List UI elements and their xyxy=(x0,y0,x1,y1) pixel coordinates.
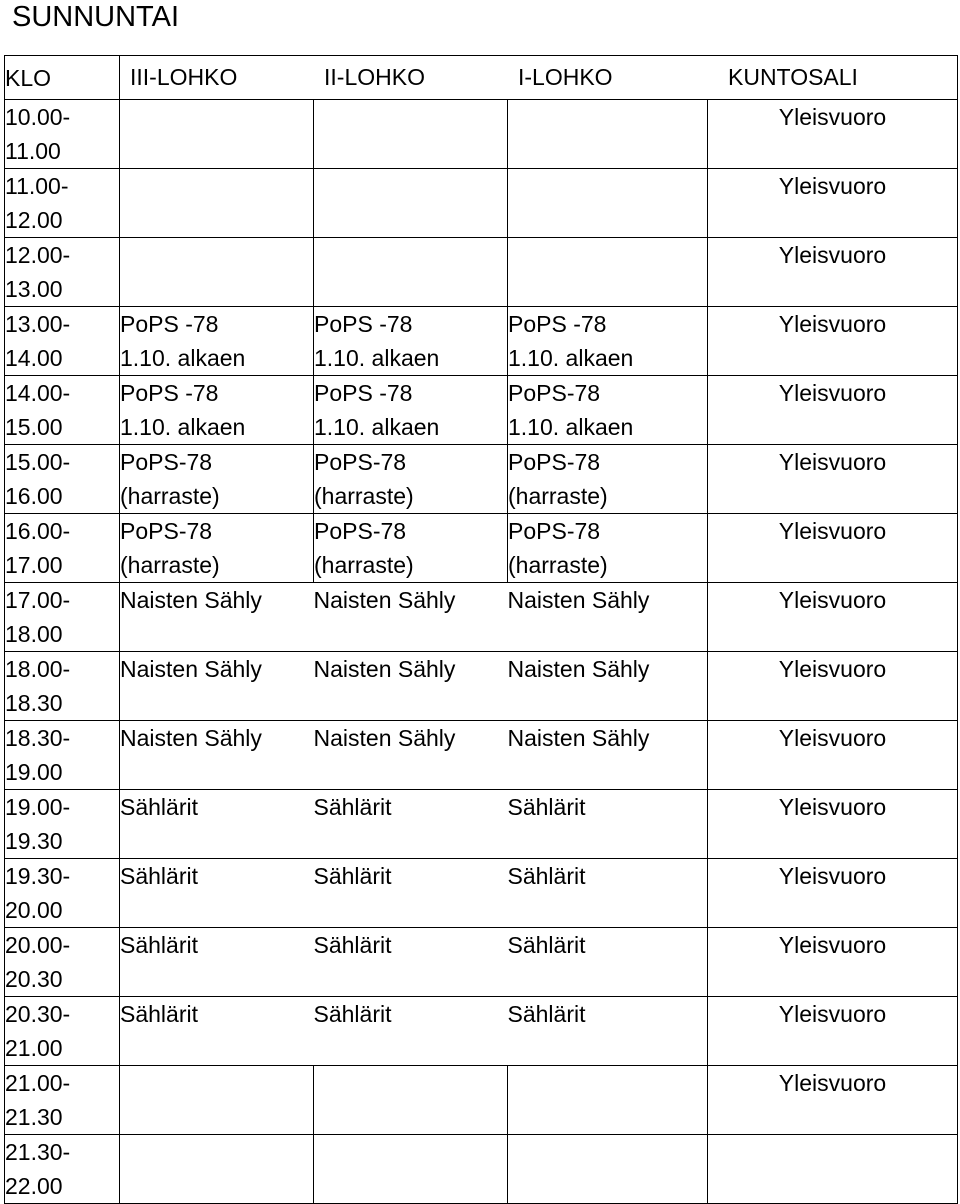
block-1-cell xyxy=(508,928,708,997)
time-cell xyxy=(5,859,120,928)
block-entry-line: Sählärit xyxy=(507,1001,586,1027)
gym-cell xyxy=(708,859,958,928)
gym-entry: Yleisvuoro xyxy=(778,1001,887,1027)
time-end: 14.00 xyxy=(5,345,63,371)
time-end: 13.00 xyxy=(5,276,63,302)
table-row xyxy=(5,514,958,583)
time-end: 21.30 xyxy=(5,1104,63,1130)
gym-cell xyxy=(708,1135,958,1204)
gym-cell xyxy=(708,790,958,859)
gym-entry: Yleisvuoro xyxy=(778,104,887,130)
block-entry-line: 1.10. alkaen xyxy=(120,414,246,440)
time-end: 11.00 xyxy=(5,138,61,164)
gym-entry: Yleisvuoro xyxy=(778,863,887,889)
gym-cell xyxy=(708,169,958,238)
block-2-cell xyxy=(314,100,508,169)
time-end: 15.00 xyxy=(5,414,63,440)
time-start: 10.00- xyxy=(5,104,71,130)
block-entry-line: 1.10. alkaen xyxy=(120,345,246,371)
block-1-cell xyxy=(508,1066,708,1135)
gym-entry: Yleisvuoro xyxy=(778,1070,887,1096)
block-entry-line: Naisten Sähly xyxy=(313,656,456,682)
time-end: 19.30 xyxy=(5,828,63,854)
block-3-cell xyxy=(120,790,314,859)
block-entry-line: PoPS-78 xyxy=(508,518,601,544)
block-entry-line: 1.10. alkaen xyxy=(508,345,634,371)
time-end: 12.00 xyxy=(5,207,63,233)
block-entry-line: Sählärit xyxy=(313,794,392,820)
table-row xyxy=(5,997,958,1066)
block-1-cell xyxy=(508,169,708,238)
block-entry-line: PoPS-78 xyxy=(314,449,407,475)
time-cell xyxy=(5,100,120,169)
block-entry-line: 1.10. alkaen xyxy=(314,414,440,440)
time-start: 11.00- xyxy=(5,173,69,199)
block-3-cell xyxy=(120,169,314,238)
block-3-cell xyxy=(120,307,314,376)
time-end: 21.00 xyxy=(5,1035,63,1061)
block-2-cell xyxy=(314,238,508,307)
time-end: 18.30 xyxy=(5,690,63,716)
block-1-cell xyxy=(508,514,708,583)
time-start: 14.00- xyxy=(5,380,71,406)
block-entry-line: Naisten Sähly xyxy=(313,725,456,751)
time-cell xyxy=(5,928,120,997)
table-row xyxy=(5,652,958,721)
block-entry-line: Sählärit xyxy=(507,932,586,958)
gym-entry: Yleisvuoro xyxy=(778,932,887,958)
block-entry-line: Sählärit xyxy=(313,1001,392,1027)
time-start: 20.30- xyxy=(5,1001,71,1027)
block-entry-line: Sählärit xyxy=(507,794,586,820)
gym-entry: Yleisvuoro xyxy=(778,380,887,406)
block-entry-line: 1.10. alkaen xyxy=(508,414,634,440)
block-entry-line: Sählärit xyxy=(507,863,586,889)
block-1-cell xyxy=(508,1135,708,1204)
time-end: 22.00 xyxy=(5,1173,63,1199)
time-start: 15.00- xyxy=(5,449,71,475)
block-entry-line: (harraste) xyxy=(314,552,414,578)
gym-cell xyxy=(708,100,958,169)
gym-cell xyxy=(708,307,958,376)
gym-cell xyxy=(708,583,958,652)
table-row xyxy=(5,445,958,514)
block-entry-line: PoPS -78 xyxy=(508,311,607,337)
block-entry-line: Sählärit xyxy=(120,794,198,820)
time-cell xyxy=(5,238,120,307)
time-cell xyxy=(5,583,120,652)
block-2-cell xyxy=(314,307,508,376)
block-2-cell xyxy=(314,1135,508,1204)
table-row xyxy=(5,307,958,376)
gym-cell xyxy=(708,238,958,307)
block-1-cell xyxy=(508,997,708,1066)
gym-entry: Yleisvuoro xyxy=(778,173,887,199)
block-1-cell xyxy=(508,721,708,790)
block-3-cell xyxy=(120,514,314,583)
block-entry-line: Sählärit xyxy=(313,863,392,889)
time-start: 19.30- xyxy=(5,863,71,889)
gym-cell xyxy=(708,445,958,514)
time-end: 16.00 xyxy=(5,483,63,509)
time-start: 20.00- xyxy=(5,932,71,958)
time-start: 18.00- xyxy=(5,656,71,682)
block-3-cell xyxy=(120,997,314,1066)
time-start: 21.30- xyxy=(5,1139,71,1165)
gym-cell xyxy=(708,721,958,790)
block-3-cell xyxy=(120,238,314,307)
block-2-cell xyxy=(314,514,508,583)
gym-entry: Yleisvuoro xyxy=(778,794,887,820)
block-2-cell xyxy=(314,445,508,514)
header-block-1: I-LOHKO xyxy=(518,64,613,90)
header-gym: KUNTOSALI xyxy=(728,64,858,90)
time-start: 21.00- xyxy=(5,1070,71,1096)
header-klo: KLO xyxy=(5,56,120,100)
time-start: 16.00- xyxy=(5,518,71,544)
table-row xyxy=(5,169,958,238)
time-end: 18.00 xyxy=(5,621,63,647)
table-row xyxy=(5,928,958,997)
time-end: 20.00 xyxy=(5,897,63,923)
time-cell xyxy=(5,376,120,445)
time-cell xyxy=(5,790,120,859)
block-entry-line: PoPS-78 xyxy=(508,449,601,475)
block-3-cell xyxy=(120,859,314,928)
time-cell xyxy=(5,514,120,583)
gym-entry: Yleisvuoro xyxy=(778,518,887,544)
table-row xyxy=(5,583,958,652)
block-entry-line: PoPS-78 xyxy=(120,449,213,475)
gym-cell xyxy=(708,928,958,997)
block-1-cell xyxy=(508,790,708,859)
block-entry-line: PoPS -78 xyxy=(120,380,219,406)
block-1-cell xyxy=(508,307,708,376)
table-row xyxy=(5,1066,958,1135)
block-entry-line: PoPS -78 xyxy=(120,311,219,337)
table-row xyxy=(5,1135,958,1204)
time-cell xyxy=(5,997,120,1066)
block-entry-line: PoPS-78 xyxy=(314,518,407,544)
header-row xyxy=(5,56,958,100)
gym-cell xyxy=(708,514,958,583)
block-entry-line: PoPS-78 xyxy=(120,518,213,544)
time-start: 13.00- xyxy=(5,311,71,337)
block-3-cell xyxy=(120,1135,314,1204)
block-2-cell xyxy=(314,928,508,997)
table-row xyxy=(5,859,958,928)
block-entry-line: Sählärit xyxy=(120,932,198,958)
block-entry-line: (harraste) xyxy=(314,483,414,509)
block-2-cell xyxy=(314,652,508,721)
time-cell xyxy=(5,1066,120,1135)
block-entry-line: Naisten Sähly xyxy=(120,725,262,751)
gym-cell xyxy=(708,376,958,445)
gym-cell xyxy=(708,652,958,721)
block-entry-line: Sählärit xyxy=(120,863,198,889)
table-row xyxy=(5,721,958,790)
gym-cell xyxy=(708,997,958,1066)
block-3-cell xyxy=(120,376,314,445)
block-1-cell xyxy=(508,100,708,169)
time-cell xyxy=(5,652,120,721)
time-start: 19.00- xyxy=(5,794,71,820)
block-2-cell xyxy=(314,859,508,928)
block-1-cell xyxy=(508,859,708,928)
block-entry-line: (harraste) xyxy=(120,483,220,509)
block-3-cell xyxy=(120,1066,314,1135)
block-entry-line: Sählärit xyxy=(120,1001,198,1027)
time-cell xyxy=(5,307,120,376)
block-1-cell xyxy=(508,376,708,445)
gym-entry: Yleisvuoro xyxy=(778,656,887,682)
block-3-cell xyxy=(120,445,314,514)
block-1-cell xyxy=(508,445,708,514)
block-2-cell xyxy=(314,583,508,652)
block-1-cell xyxy=(508,583,708,652)
block-entry-line: (harraste) xyxy=(508,552,608,578)
block-1-cell xyxy=(508,238,708,307)
block-1-cell xyxy=(508,652,708,721)
table-row xyxy=(5,100,958,169)
day-title: SUNNUNTAI xyxy=(12,1,180,33)
header-block-3: III-LOHKO xyxy=(130,64,238,90)
table-row xyxy=(5,238,958,307)
block-3-cell xyxy=(120,721,314,790)
block-2-cell xyxy=(314,169,508,238)
block-3-cell xyxy=(120,583,314,652)
block-entry-line: Naisten Sähly xyxy=(507,587,650,613)
time-start: 12.00- xyxy=(5,242,71,268)
block-entry-line: PoPS -78 xyxy=(314,311,413,337)
block-3-cell xyxy=(120,928,314,997)
block-3-cell xyxy=(120,652,314,721)
time-start: 18.30- xyxy=(5,725,71,751)
block-2-cell xyxy=(314,721,508,790)
time-cell xyxy=(5,721,120,790)
time-end: 20.30 xyxy=(5,966,63,992)
block-entry-line: PoPS -78 xyxy=(314,380,413,406)
block-entry-line: PoPS-78 xyxy=(508,380,601,406)
block-entry-line: Naisten Sähly xyxy=(507,725,650,751)
table-row xyxy=(5,376,958,445)
header-blocks xyxy=(120,56,958,100)
gym-entry: Yleisvuoro xyxy=(778,449,887,475)
gym-entry: Yleisvuoro xyxy=(778,587,887,613)
gym-entry: Yleisvuoro xyxy=(778,242,887,268)
block-entry-line: Naisten Sähly xyxy=(120,587,262,613)
block-2-cell xyxy=(314,790,508,859)
gym-entry: Yleisvuoro xyxy=(778,725,887,751)
block-entry-line: 1.10. alkaen xyxy=(314,345,440,371)
time-end: 19.00 xyxy=(5,759,63,785)
block-2-cell xyxy=(314,997,508,1066)
gym-cell xyxy=(708,1066,958,1135)
block-entry-line: Sählärit xyxy=(313,932,392,958)
block-entry-line: Naisten Sähly xyxy=(313,587,456,613)
gym-entry: Yleisvuoro xyxy=(778,311,887,337)
time-cell xyxy=(5,169,120,238)
block-3-cell xyxy=(120,100,314,169)
time-end: 17.00 xyxy=(5,552,63,578)
header-block-2: II-LOHKO xyxy=(324,64,425,90)
block-entry-line: Naisten Sähly xyxy=(120,656,262,682)
schedule-table xyxy=(4,55,958,1204)
block-2-cell xyxy=(314,376,508,445)
time-start: 17.00- xyxy=(5,587,71,613)
table-row xyxy=(5,790,958,859)
block-entry-line: Naisten Sähly xyxy=(507,656,650,682)
time-cell xyxy=(5,445,120,514)
block-entry-line: (harraste) xyxy=(120,552,220,578)
time-cell xyxy=(5,1135,120,1204)
block-2-cell xyxy=(314,1066,508,1135)
block-entry-line: (harraste) xyxy=(508,483,608,509)
